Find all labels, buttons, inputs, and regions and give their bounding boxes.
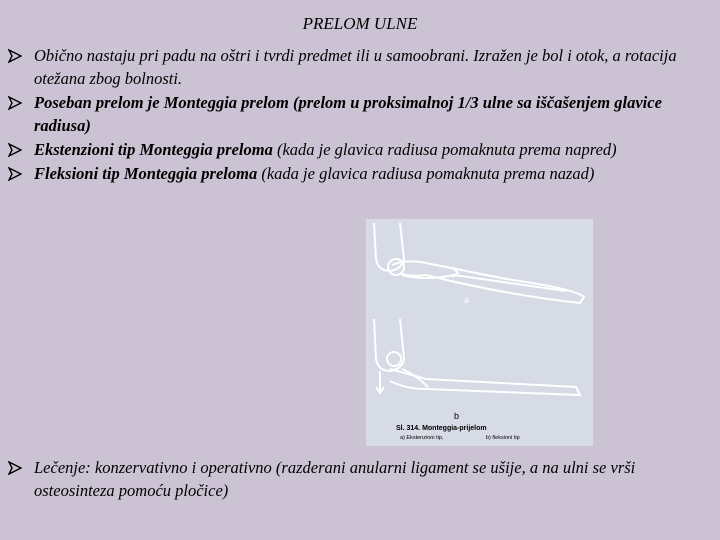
figure-label-b: b [454, 411, 460, 421]
bottom-bullet-list [6, 456, 714, 502]
slide-title: PRELOM ULNE [302, 14, 418, 33]
bullet-item [6, 44, 714, 90]
arrow-bullet-icon [8, 49, 22, 63]
bullet-text-bold: Ekstenzioni tip Monteggia preloma [34, 140, 273, 159]
bullet-text: (kada je glavica radiusa pomaknuta prema napred) [272, 140, 617, 159]
monteggia-figure [366, 219, 593, 446]
arrow-bullet-icon [8, 143, 22, 157]
bullet-text-bold: Poseban prelom je Monteggia prelom (prelom u proksimalnoj 1/3 ulne sa iščašenjem glavice radiusa) [34, 93, 662, 135]
bullet-item [6, 91, 714, 137]
bullet-text-bold: Fleksioni tip Monteggia preloma [34, 164, 258, 183]
bullet-text: Lečenje: konzervativno i operativno (razderani anularni ligament se ušije, a na ulni se vrši osteosinteza pomoću pločice) [34, 458, 636, 500]
bullet-text: Obično nastaju pri padu na oštri i tvrdi predmet ili u samoobrani. Izražen je bol i otok, a rotacija otežana zbog bolnosti. [34, 46, 677, 88]
figure-subcaption-b: b) fleksioni tip [486, 435, 520, 441]
monteggia-illustration [366, 219, 593, 446]
bullet-item [6, 138, 714, 161]
arm-bones-a [374, 223, 584, 303]
figure-subcaption-a: a) Ekstenzioni tip, [400, 435, 444, 441]
figure-caption: Sl. 314. Monteggia-prijelom [396, 425, 487, 432]
radius-head-b [387, 352, 401, 366]
radius-head-a [388, 259, 404, 275]
figure-label-a: a [464, 295, 470, 305]
arrow-bullet-icon [8, 96, 22, 110]
bullet-item [6, 456, 714, 502]
arm-bones-b [374, 319, 580, 395]
bullet-text: (kada je glavica radiusa pomaknuta prema nazad) [257, 164, 595, 183]
bullet-list [6, 44, 714, 186]
bullet-item [6, 162, 714, 185]
arrow-bullet-icon [8, 461, 22, 475]
arrow-bullet-icon [8, 167, 22, 181]
